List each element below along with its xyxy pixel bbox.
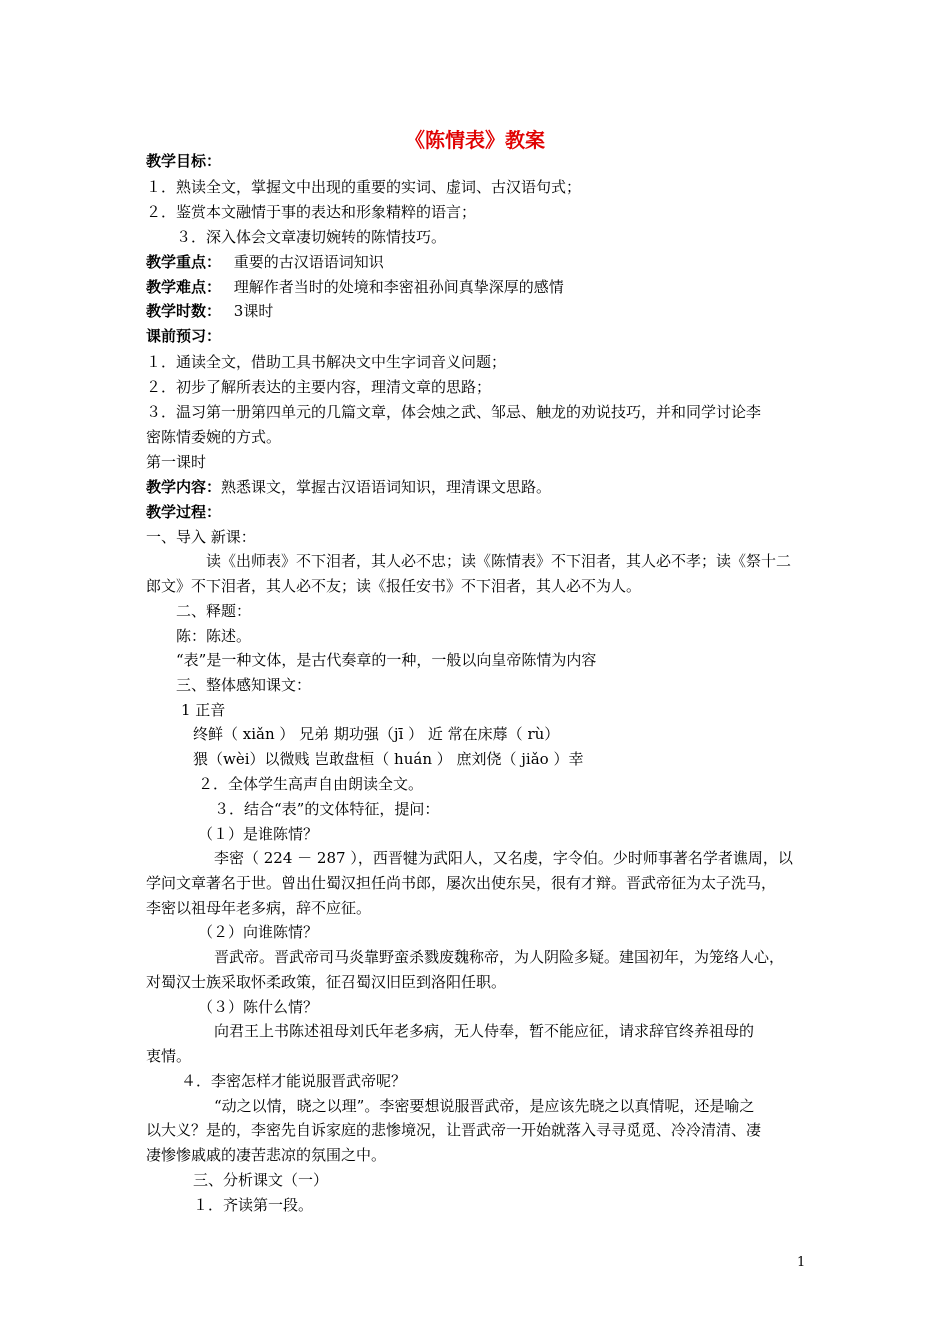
- objective-line: ２．鉴赏本文融情于事的表达和形象精粹的语言；: [146, 203, 477, 221]
- body-line: 李密以祖母年老多病，辞不应征。: [146, 899, 372, 917]
- body-line: （３）陈什么情？: [198, 998, 319, 1016]
- body-line: 对蜀汉士族采取怀柔政策，征召蜀汉旧臣到洛阳任职。: [146, 973, 507, 991]
- body-line: 二、释题：: [176, 602, 252, 620]
- difficulty-row: [146, 277, 564, 297]
- preview-line: 密陈情委婉的方式。: [146, 428, 282, 446]
- lesson-heading: 第一课时: [146, 453, 207, 471]
- difficulty-value: 理解作者当时的处境和李密祖孙间真挚深厚的感情: [233, 278, 564, 296]
- body-line: 三、分析课文（一）: [193, 1171, 329, 1189]
- body-line: （１）是谁陈情？: [198, 825, 319, 843]
- objective-line: ３．深入体会文章凄切婉转的陈情技巧。: [176, 228, 447, 246]
- preview-line: １．通读全文，借助工具书解决文中生字词音义问题；: [146, 353, 507, 371]
- body-line: 郎文》不下泪者，其人必不友；读《报任安书》不下泪者，其人必不为人。: [146, 577, 642, 595]
- content-value: 熟悉课文，掌握古汉语语词知识，理清课文思路。: [221, 478, 552, 496]
- key-points-row: [146, 252, 384, 272]
- body-line: “动之以情，晓之以理”。李密要想说服晋武帝，是应该先晓之以真情呢，还是喻之: [214, 1097, 755, 1115]
- body-line: 一、导入 新课：: [146, 528, 256, 546]
- process-heading: 教学过程：: [146, 503, 222, 521]
- body-line: ３．结合“表”的文体特征，提问：: [214, 800, 440, 818]
- preview-line: ３．温习第一册第四单元的几篇文章，体会烛之武、邹忌、触龙的劝说技巧，并和同学讨论李: [146, 403, 762, 421]
- body-line: 李密（ 224 － 287 ），西晋犍为武阳人，又名虔，字令伯。少时师事著名学者谯周，以: [214, 849, 793, 867]
- key-points-label: 教学重点：: [146, 253, 222, 271]
- body-line: 向君王上书陈述祖母刘氏年老多病，无人侍奉，暂不能应征，请求辞官终养祖母的: [214, 1022, 755, 1040]
- body-line: 1 正音: [181, 701, 226, 719]
- content-row: [146, 477, 551, 497]
- body-line: 陈：陈述。: [176, 627, 252, 645]
- hours-value: 3课时: [233, 302, 274, 320]
- body-line: 以大义？是的，李密先自诉家庭的悲惨境况，让晋武帝一开始就落入寻寻觅觅、冷冷清清、凄: [146, 1121, 762, 1139]
- body-line: “表”是一种文体，是古代奏章的一种，一般以向皇帝陈情为内容: [176, 651, 597, 669]
- preview-heading: 课前预习：: [146, 327, 222, 345]
- body-line: ４．李密怎样才能说服晋武帝呢？: [181, 1072, 407, 1090]
- body-line: 读《出师表》不下泪者，其人必不忠；读《陈情表》不下泪者，其人必不孝；读《祭十二: [206, 552, 792, 570]
- body-line: １．齐读第一段。: [193, 1196, 314, 1214]
- document-title: 《陈情表》教案: [405, 128, 545, 152]
- body-line: 终鲜（ xiǎn ） 兄弟 期功强（jī ） 近 常在床蓐（ rù）: [193, 725, 560, 743]
- objective-line: １．熟读全文，掌握文中出现的重要的实词、虚词、古汉语句式；: [146, 178, 582, 196]
- difficulty-label: 教学难点：: [146, 278, 222, 296]
- body-line: （２）向谁陈情？: [198, 923, 319, 941]
- body-line: 衷情。: [146, 1047, 192, 1065]
- hours-label: 教学时数：: [146, 302, 222, 320]
- body-line: 凄惨惨戚戚的凄苦悲凉的氛围之中。: [146, 1146, 387, 1164]
- body-line: 晋武帝。晋武帝司马炎靠野蛮杀戮废魏称帝，为人阴险多疑。建国初年，为笼络人心，: [214, 948, 785, 966]
- hours-row: [146, 301, 273, 321]
- body-line: 学问文章著名于世。曾出仕蜀汉担任尚书郎，屡次出使东吴，很有才辩。晋武帝征为太子洗马，: [146, 874, 777, 892]
- body-line: 三、整体感知课文：: [176, 676, 312, 694]
- page-number: 1: [797, 1255, 806, 1270]
- preview-line: ２．初步了解所表达的主要内容，理清文章的思路；: [146, 378, 492, 396]
- key-points-value: 重要的古汉语语词知识: [233, 253, 384, 271]
- content-label: 教学内容：: [146, 478, 222, 496]
- objectives-heading: 教学目标：: [146, 152, 222, 170]
- body-line: ２．全体学生高声自由朗读全文。: [198, 775, 424, 793]
- body-line: 猥（wèi）以微贱 岂敢盘桓（ huán ） 庶刘侥（ jiǎo ）幸: [193, 750, 584, 768]
